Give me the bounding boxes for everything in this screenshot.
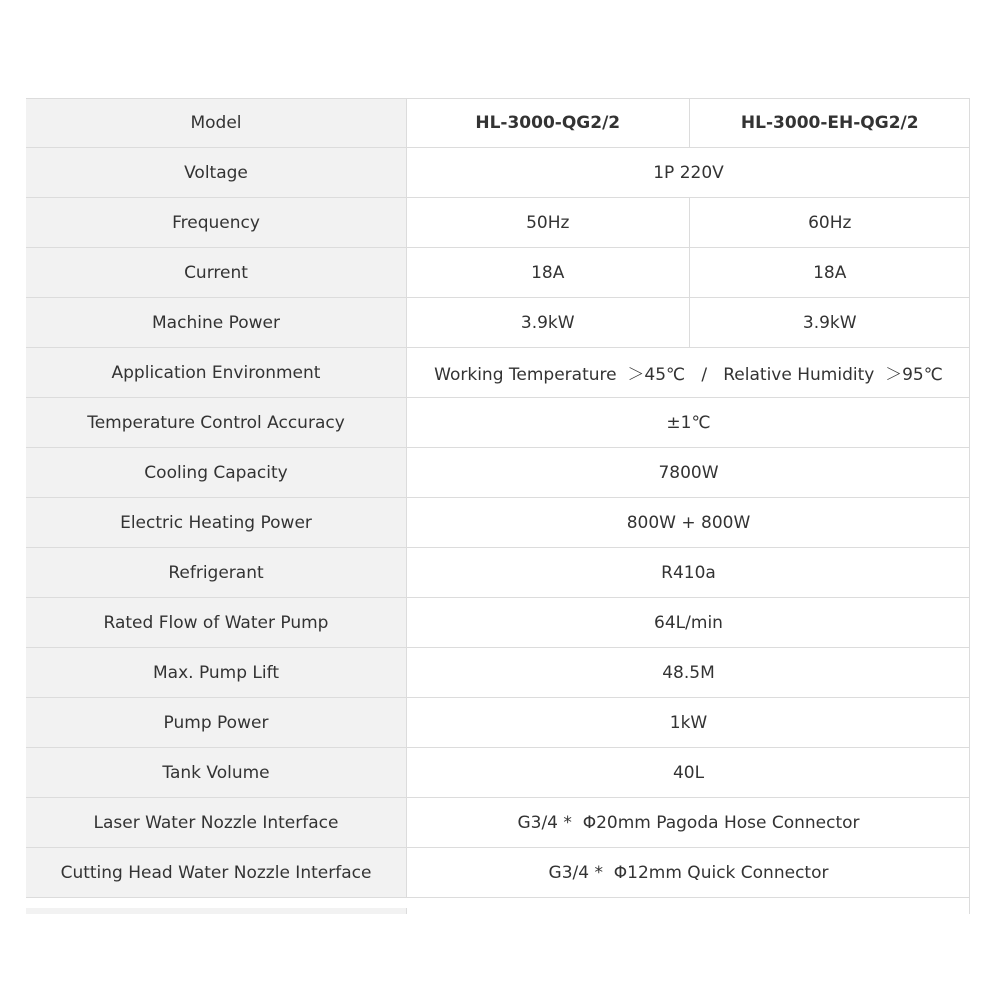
table-row [26, 348, 970, 398]
row-label: Electric Heating Power [26, 498, 407, 547]
table-row-partial [26, 908, 970, 914]
row-values [407, 548, 970, 597]
row-label: Current [26, 248, 407, 297]
row-label: Voltage [26, 148, 407, 197]
row-values [407, 498, 970, 547]
table-row [26, 498, 970, 548]
row-label-partial [26, 908, 407, 914]
row-label: Laser Water Nozzle Interface [26, 798, 407, 847]
row-label: Temperature Control Accuracy [26, 398, 407, 447]
row-label: Model [26, 99, 407, 147]
row-value: 3.9kW [689, 298, 971, 347]
row-value: 40L [672, 762, 705, 783]
table-row [26, 248, 970, 298]
row-label: Max. Pump Lift [26, 648, 407, 697]
row-label: Cooling Capacity [26, 448, 407, 497]
row-value: 1P 220V [653, 162, 724, 183]
row-value: HL-3000-QG2/2 [475, 113, 621, 133]
row-values [407, 748, 970, 797]
row-values [407, 648, 970, 697]
table-row [26, 148, 970, 198]
row-label: Frequency [26, 198, 407, 247]
row-value: 800W + 800W [626, 512, 751, 533]
row-value: 48.5M [662, 662, 715, 683]
row-values [407, 198, 970, 247]
row-values [407, 848, 970, 897]
row-value: 18A [531, 262, 565, 283]
row-values-partial [407, 908, 970, 914]
table-row [26, 648, 970, 698]
row-values [407, 698, 970, 747]
row-label: Application Environment [26, 348, 407, 397]
table-row [26, 748, 970, 798]
row-value: 1kW [669, 712, 708, 733]
table-row [26, 98, 970, 148]
table-row [26, 398, 970, 448]
table-row [26, 798, 970, 848]
row-value: ±1℃ [666, 412, 711, 433]
row-label: Pump Power [26, 698, 407, 747]
row-value: R410a [661, 562, 716, 583]
row-values [407, 298, 970, 347]
row-value: Working Temperature ＞45℃ / Relative Humidity ＞95℃ [434, 365, 943, 385]
row-value: 50Hz [526, 212, 570, 233]
table-row [26, 848, 970, 898]
row-value: 60Hz [689, 198, 971, 247]
spec-table [26, 98, 970, 898]
row-value: 7800W [658, 462, 719, 483]
row-values [407, 598, 970, 647]
row-label: Machine Power [26, 298, 407, 347]
table-row [26, 698, 970, 748]
row-values [407, 99, 970, 147]
table-right-border [969, 98, 970, 908]
table-row [26, 548, 970, 598]
table-row [26, 198, 970, 248]
row-label: Refrigerant [26, 548, 407, 597]
table-row [26, 448, 970, 498]
row-label: Tank Volume [26, 748, 407, 797]
row-value: G3/4 * Φ20mm Pagoda Hose Connector [517, 812, 860, 833]
row-label: Cutting Head Water Nozzle Interface [26, 848, 407, 897]
row-value: 3.9kW [520, 312, 575, 333]
row-values [407, 248, 970, 297]
row-values [407, 798, 970, 847]
table-row [26, 598, 970, 648]
row-value: HL-3000-EH-QG2/2 [689, 99, 971, 147]
row-values [407, 398, 970, 447]
row-values [407, 348, 970, 397]
row-label: Rated Flow of Water Pump [26, 598, 407, 647]
row-value: 18A [689, 248, 971, 297]
row-values [407, 148, 970, 197]
row-value: 64L/min [654, 612, 723, 633]
row-values [407, 448, 970, 497]
table-row [26, 298, 970, 348]
row-value: G3/4 * Φ12mm Quick Connector [548, 862, 829, 883]
